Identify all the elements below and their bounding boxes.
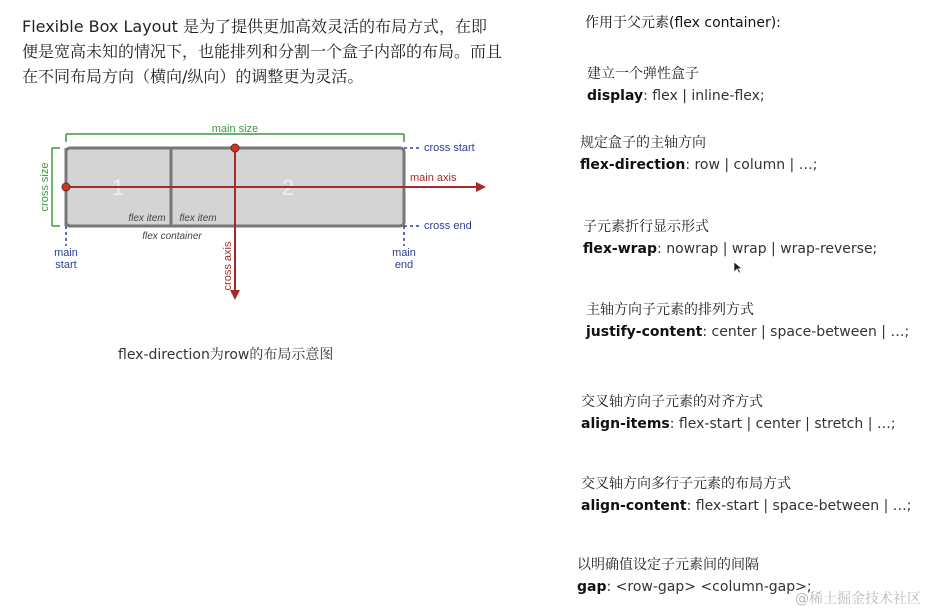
cross-start-label: cross start bbox=[424, 142, 475, 154]
property-code bbox=[580, 155, 817, 175]
watermark: @稀土掘金技术社区 bbox=[795, 591, 921, 607]
property-code bbox=[586, 322, 909, 342]
property-heading: 以明确值设定子元素间的间隔 bbox=[577, 557, 759, 573]
property-code bbox=[583, 239, 877, 259]
property-name: align-items bbox=[581, 416, 670, 432]
intro-paragraph: Flexible Box Layout 是为了提供更加高效灵活的布局方式，在即便是宽高未知的情况下，也能排列和分割一个盒子内部的布局。而且在不同布局方向（横向/纵向）的调整更为灵活。 bbox=[22, 17, 503, 86]
property-value: : flex | inline-flex; bbox=[643, 88, 765, 104]
property-heading: 交叉轴方向子元素的对齐方式 bbox=[581, 394, 763, 410]
property-value: : <row-gap> <column-gap>; bbox=[606, 579, 812, 595]
property-value: : flex-start | center | stretch | …; bbox=[669, 416, 896, 432]
cross-size-label: cross size bbox=[39, 162, 51, 212]
property-name: gap bbox=[577, 579, 607, 595]
property-block-align-content bbox=[581, 474, 912, 516]
property-code bbox=[587, 86, 765, 106]
property-code bbox=[581, 414, 896, 434]
flex-item-1-number: 1 bbox=[111, 175, 125, 200]
property-block-flex-wrap bbox=[583, 217, 877, 259]
main-start-label-2: start bbox=[55, 259, 77, 271]
property-name: justify-content bbox=[586, 324, 703, 340]
property-code bbox=[581, 496, 912, 516]
property-block-display bbox=[587, 64, 765, 106]
cross-end-label: cross end bbox=[424, 220, 472, 232]
flex-container-label: flex container bbox=[142, 231, 202, 242]
property-value: : row | column | …; bbox=[685, 157, 818, 173]
property-value: : center | space-between | …; bbox=[702, 324, 910, 340]
diagram-caption: flex-direction为row的布局示意图 bbox=[118, 347, 334, 363]
property-heading: 规定盒子的主轴方向 bbox=[580, 135, 706, 151]
main-end-label-2: end bbox=[394, 259, 414, 271]
flex-item-2-number: 2 bbox=[281, 175, 295, 200]
main-axis-label: main axis bbox=[410, 172, 457, 184]
property-heading: 子元素折行显示形式 bbox=[583, 219, 709, 235]
property-name: align-content bbox=[581, 498, 687, 514]
property-code bbox=[577, 577, 812, 597]
property-block-gap bbox=[577, 555, 812, 597]
flex-item-2-label: flex item bbox=[179, 213, 217, 224]
flex-item-1-label: flex item bbox=[128, 213, 166, 224]
cross-axis-label: cross axis bbox=[222, 241, 234, 291]
main-size-label: main size bbox=[211, 123, 259, 135]
property-list-title: 作用于父元素(flex container): bbox=[585, 15, 781, 31]
main-end-label-1: main bbox=[392, 247, 416, 259]
property-value: : nowrap | wrap | wrap-reverse; bbox=[657, 241, 878, 257]
property-heading: 交叉轴方向多行子元素的布局方式 bbox=[581, 476, 791, 492]
property-name: flex-direction bbox=[580, 157, 686, 173]
property-value: : flex-start | space-between | …; bbox=[686, 498, 912, 514]
property-name: display bbox=[587, 88, 644, 104]
mouse-cursor-icon bbox=[734, 259, 743, 278]
property-block-align-items bbox=[581, 392, 896, 434]
main-start-label-1: main bbox=[54, 247, 78, 259]
property-heading: 建立一个弹性盒子 bbox=[587, 66, 699, 82]
property-heading: 主轴方向子元素的排列方式 bbox=[586, 302, 754, 318]
property-block-justify-content bbox=[586, 300, 909, 342]
property-block-flex-direction bbox=[580, 133, 817, 175]
property-name: flex-wrap bbox=[583, 241, 658, 257]
